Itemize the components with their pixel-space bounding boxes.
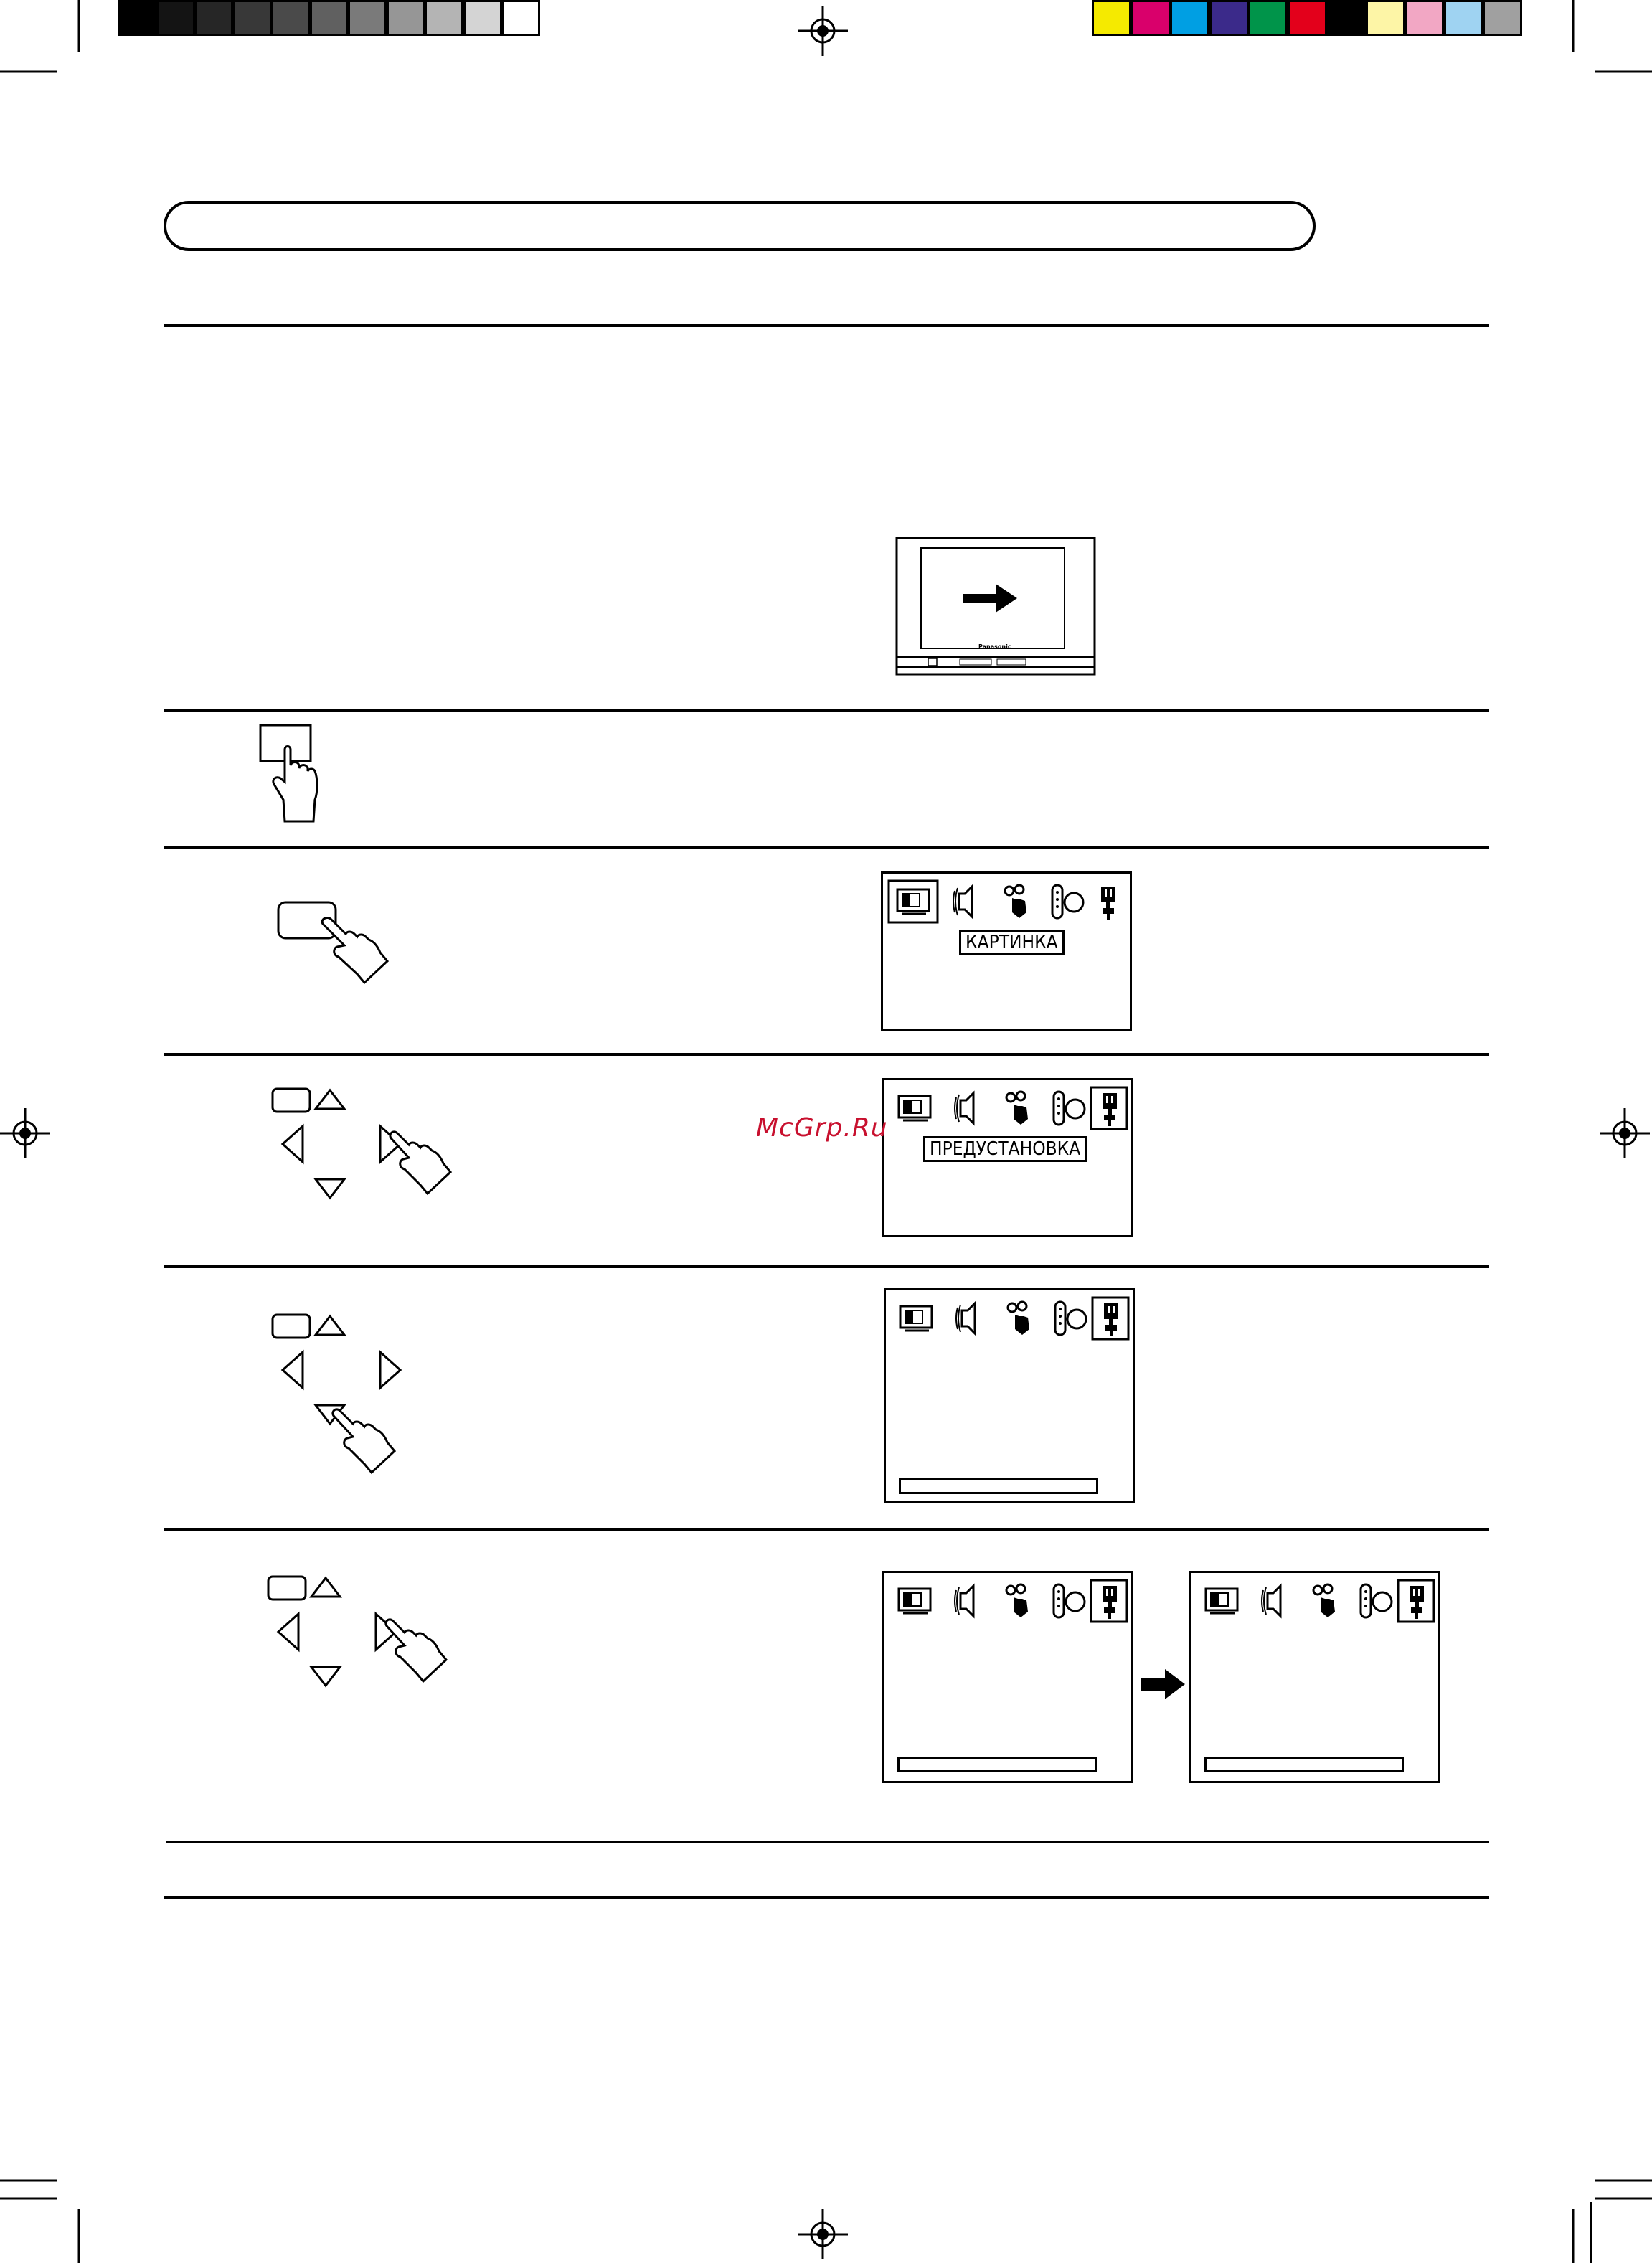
up-arrow-icon [316,1090,344,1109]
sound-icon [956,1303,975,1333]
picture-icon [899,1096,930,1120]
osd-screen-setup-menu [884,1288,1135,1503]
up-arrow-icon [316,1316,344,1335]
rule-4 [164,1265,1489,1268]
picture-icon [1206,1589,1237,1613]
registration-mark-bottom [798,2209,848,2259]
rule-3 [164,1053,1489,1056]
picture-icon [889,881,938,922]
registration-mark-right [1600,1108,1650,1158]
timer-icon [1005,885,1026,918]
rule-6 [166,1841,1489,1843]
tuning-icon [1361,1584,1392,1617]
tv-brand: Panasonic [978,643,1011,650]
osd-status-bar [1204,1757,1404,1772]
setup-icon [1398,1580,1434,1622]
setup-icon [1101,887,1115,920]
setup-icon [1091,1580,1127,1622]
timer-icon [1313,1584,1335,1617]
nav-pad-step4 [265,1309,466,1481]
pointing-hand-icon [333,1409,395,1473]
osd-menu-label: КАРТИНКА [959,930,1065,955]
tuning-icon [1055,1302,1086,1335]
registration-mark-top [798,6,848,56]
rule-5 [164,1528,1489,1531]
tuning-icon [1052,885,1083,918]
right-arrow-icon [380,1352,400,1388]
osd-screen-after [1189,1571,1440,1783]
button-press-illustration [255,721,326,828]
left-arrow-icon [283,1352,303,1388]
timer-icon [1006,1584,1028,1617]
rule-1 [164,709,1489,712]
sound-icon [953,887,972,917]
timer-icon [1008,1302,1029,1335]
timer-icon [1006,1092,1028,1125]
left-arrow-icon [278,1614,298,1650]
sound-icon [955,1093,973,1123]
nav-pad-step5 [261,1571,462,1693]
transition-arrow-icon [1139,1668,1188,1701]
section-title-frame [164,201,1316,251]
nav-pad-step3 [265,1083,466,1205]
sound-icon [1262,1586,1280,1616]
setup-icon [1092,1298,1128,1339]
watermark: McGrp.Ru [756,1113,888,1143]
registration-mark-left [0,1108,50,1158]
up-arrow-icon [311,1578,340,1597]
pointing-hand-icon [322,918,387,983]
pointing-hand-icon [386,1620,446,1681]
rule-2 [164,846,1489,849]
down-arrow-icon [316,1179,344,1198]
osd-screen-setup [882,1078,1133,1237]
tuning-icon [1054,1584,1085,1617]
pointing-hand-icon [390,1132,450,1194]
menu-button-illustration [273,895,402,988]
osd-screen-picture [881,871,1132,1031]
osd-status-bar [899,1478,1098,1494]
osd-status-bar [897,1757,1097,1772]
osd-screen-before [882,1571,1133,1783]
ok-button-icon [273,1089,310,1112]
ok-button-icon [273,1315,310,1338]
picture-icon [899,1589,930,1613]
tuning-icon [1054,1092,1085,1125]
left-arrow-icon [283,1126,303,1162]
osd-menu-label: ПРЕДУСТАНОВКА [923,1136,1087,1162]
ok-button-icon [268,1577,306,1600]
rule-top [164,324,1489,327]
setup-icon [1091,1087,1127,1129]
down-arrow-icon [311,1667,340,1686]
rule-7 [164,1896,1489,1899]
tv-illustration [895,537,1098,677]
picture-icon [900,1306,932,1331]
sound-icon [955,1586,973,1616]
